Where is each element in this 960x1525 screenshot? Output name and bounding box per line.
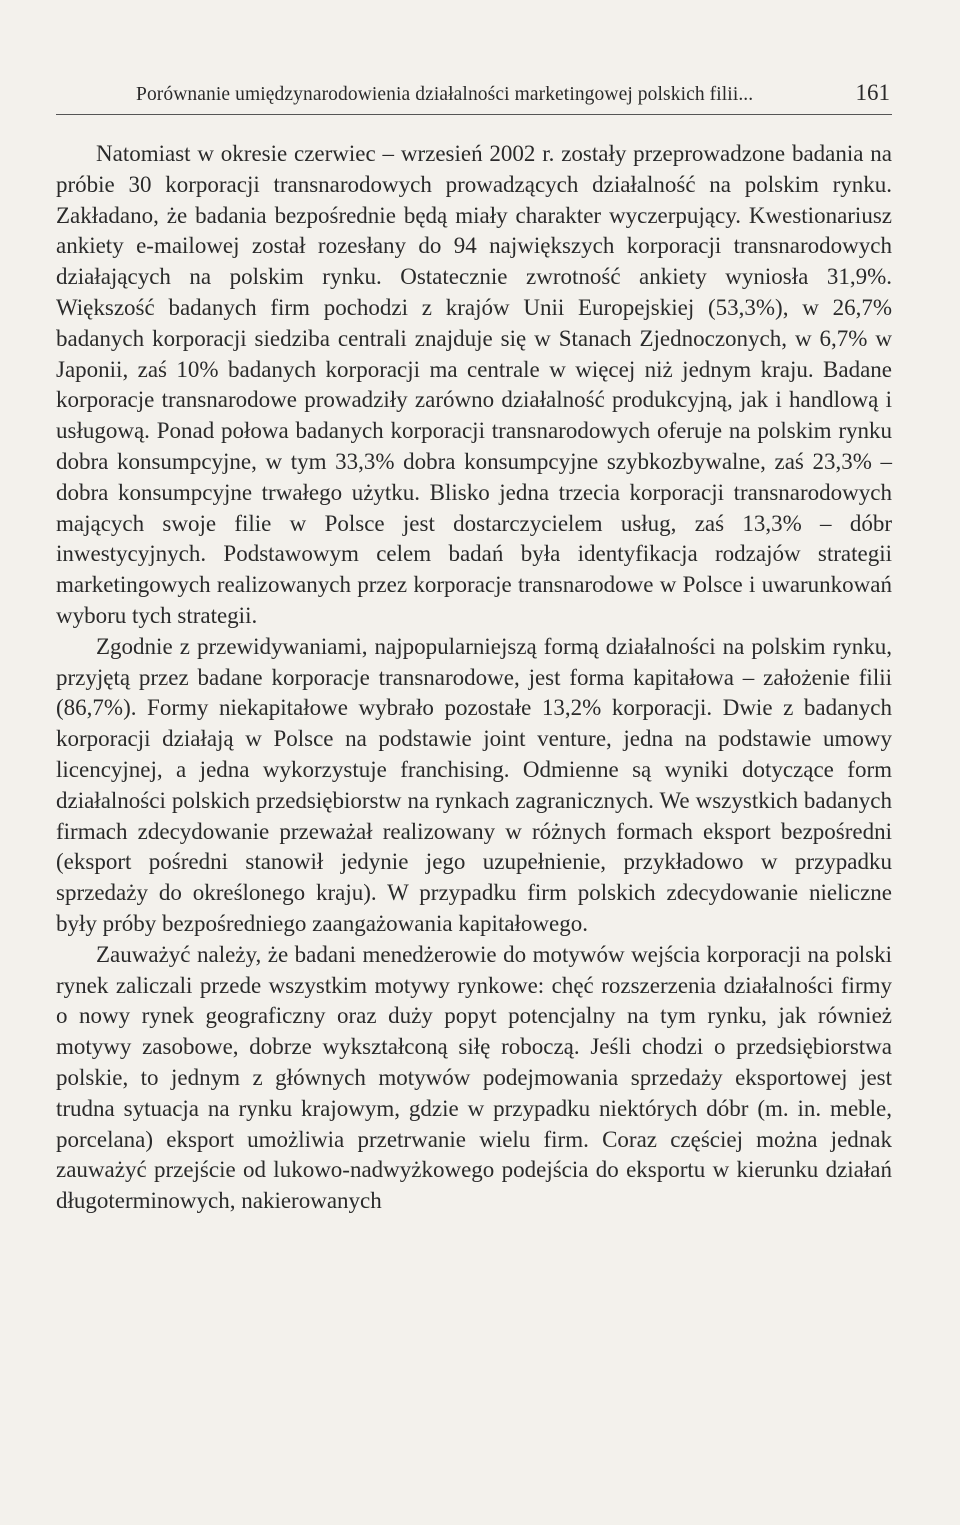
paragraph: Zauważyć należy, że badani menedżerowie do motywów wejścia korporacji na polski rynek zaliczali przede wszystkim motywy rynkowe: chęć rozszerzenia działalności firmy o nowy rynek geograficzny oraz duży popyt potencjalny na tym rynku, jak również motywy zasobowe, dobrze wykształconą siłę roboczą. Jeśli chodzi o przedsiębiorstwa polskie, to jednym z głównych motywów podejmowania sprzedaży eksportowej jest trudna sytuacja na rynku krajowym, gdzie w przypadku niektórych dóbr (m. in. meble, porcelana) eksport umożliwia przetrwanie wielu firm. Coraz częściej można jednak zauważyć przejście od lukowo-nadwyżkowego podejścia do eksportu w kierunku działań długoterminowych, nakierowanych bbox=[56, 941, 892, 1214]
page-number: 161 bbox=[855, 80, 890, 105]
running-head bbox=[56, 80, 892, 115]
paragraph: Zgodnie z przewidywaniami, najpopularniejszą formą działalności na polskim rynku, przyjętą przez badane korporacje transnarodowe, jest forma kapitałowa – założenie filii (86,7%). Formy niekapitałowe wybrało pozostałe 13,2% korporacji. Dwie z badanych korporacji działają w Polsce na podstawie joint venture, jedna na podstawie umowy licencyjnej, a jedna wykorzystuje franchising. Odmienne są wyniki dotyczące form działalności polskich przedsiębiorstw na rynkach zagranicznych. We wszystkich badanych firmach zdecydowanie przeważał realizowany w różnych formach eksport bezpośredni (eksport pośredni stanowił jedynie jego uzupełnienie, przykładowo w przypadku sprzedaży do określonego kraju). W przypadku firm polskich zdecydowanie nieliczne były próby bezpośredniego zaangażowania kapitałowego. bbox=[56, 633, 892, 936]
paragraph: Natomiast w okresie czerwiec – wrzesień 2002 r. zostały przeprowadzone badania na próbie 30 korporacji transnarodowych prowadzących działalność na polskim rynku. Zakładano, że badania bezpośrednie będą miały charakter wyczerpujący. Kwestionariusz ankiety e-mailowej został rozesłany do 94 największych korporacji transnarodowych działających na polskim rynku. Ostatecznie zwrotność ankiety wyniosła 31,9%. Większość badanych firm pochodzi z krajów Unii Europejskiej (53,3%), w 26,7% badanych korporacji siedziba centrali znajduje się w Stanach Zjednoczonych, w 6,7% w Japonii, zaś 10% badanych korporacji ma centrale w więcej niż jednym kraju. Badane korporacje transnarodowe prowadziły zarówno działalność produkcyjną, jak i handlową i usługową. Ponad połowa badanych korporacji transnarodowych oferuje na polskim rynku dobra konsumpcyjne, w tym 33,3% dobra konsumpcyjne szybkozbywalne, zaś 23,3% – dobra konsumpcyjne trwałego użytku. Blisko jedna trzecia korporacji transnarodowych mających swoje filie w Polsce jest dostarczycielem usług, zaś 13,3% – dóbr inwestycyjnych. Podstawowym celem badań była identyfikacja rodzajów strategii marketingowych realizowanych przez korporacje transnarodowe w Polsce i uwarunkowań wyboru tych strategii. bbox=[56, 141, 892, 628]
body-text bbox=[56, 139, 892, 1217]
running-title: Porównanie umiędzynarodowienia działalności marketingowej polskich filii... bbox=[136, 84, 754, 105]
